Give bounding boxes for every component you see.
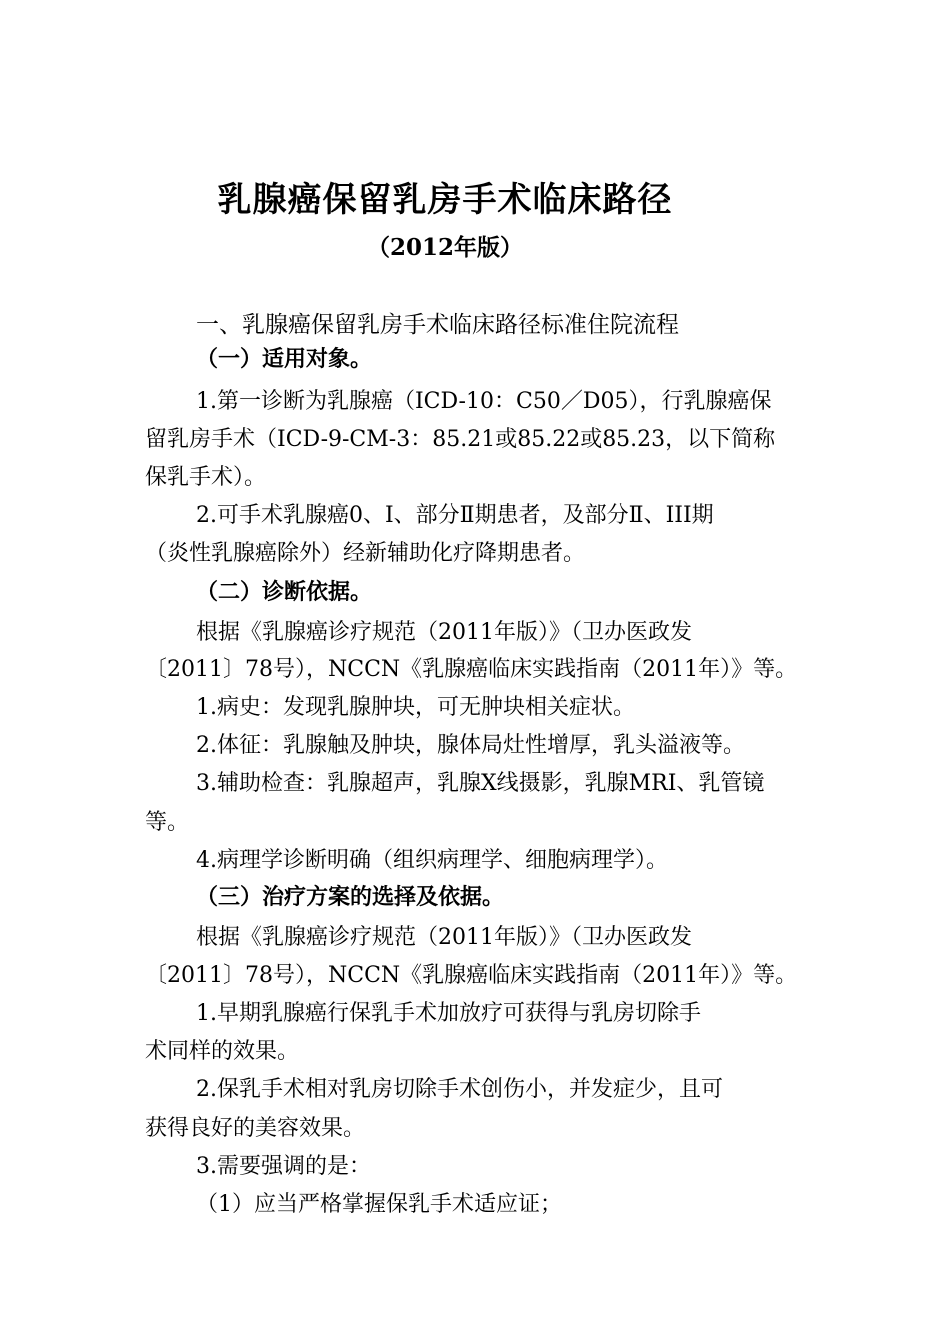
paragraph-line: 术同样的效果。 [145, 1039, 300, 1064]
document-title: 乳腺癌保留乳房手术临床路径 [217, 180, 673, 220]
paragraph-line: 2.保乳手术相对乳房切除手术创伤小，并发症少，且可 [196, 1077, 723, 1102]
document-subtitle: （2012年版） [366, 234, 523, 261]
paragraph-line: 根据《乳腺癌诊疗规范（2011年版）》（卫办医政发 [196, 925, 692, 950]
paragraph-line: 3.需要强调的是： [196, 1154, 371, 1179]
section-heading: 一、乳腺癌保留乳房手术临床路径标准住院流程 [196, 312, 679, 338]
paragraph-line: 1.早期乳腺癌行保乳手术加放疗可获得与乳房切除手 [196, 1001, 701, 1026]
paragraph-line: 等。 [145, 810, 190, 835]
paragraph-line: 保乳手术）。 [145, 465, 267, 490]
paragraph-line: （1）应当严格掌握保乳手术适应证； [196, 1192, 562, 1217]
paragraph-line: 3.辅助检查：乳腺超声，乳腺X线摄影，乳腺MRI、乳管镜 [196, 771, 765, 796]
paragraph-line: 〔2011〕78号），NCCN《乳腺癌临床实践指南（2011年）》等。 [145, 963, 798, 988]
paragraph-line: 4.病理学诊断明确（组织病理学、细胞病理学）。 [196, 848, 668, 873]
subsection-heading: （三）治疗方案的选择及依据。 [196, 885, 505, 910]
paragraph-line: 2.可手术乳腺癌0、Ⅰ、部分Ⅱ期患者，及部分Ⅱ、III期 [196, 503, 714, 528]
subsection-heading: （一）适用对象。 [196, 347, 373, 372]
subsection-heading: （二）诊断依据。 [196, 580, 373, 605]
paragraph-line: 2.体征：乳腺触及肿块，腺体局灶性增厚，乳头溢液等。 [196, 733, 745, 758]
paragraph-line: 1.第一诊断为乳腺癌（ICD-10：C50／D05），行乳腺癌保 [196, 389, 772, 414]
paragraph-line: 根据《乳腺癌诊疗规范（2011年版）》（卫办医政发 [196, 620, 692, 645]
paragraph-line: 留乳房手术（ICD-9-CM-3：85.21或85.22或85.23，以下简称 [145, 427, 776, 452]
paragraph-line: 1.病史：发现乳腺肿块，可无肿块相关症状。 [196, 695, 635, 720]
paragraph-line: 获得良好的美容效果。 [145, 1116, 366, 1141]
paragraph-line: 〔2011〕78号），NCCN《乳腺癌临床实践指南（2011年）》等。 [145, 657, 798, 682]
paragraph-line: （炎性乳腺癌除外）经新辅助化疗降期患者。 [145, 541, 586, 566]
